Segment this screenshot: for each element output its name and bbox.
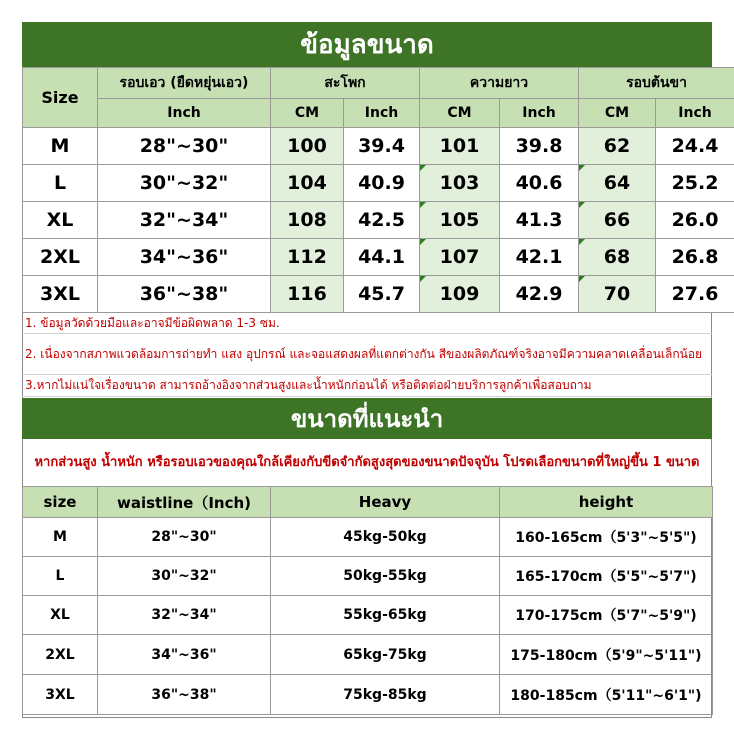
waist-cell: 30"~32" bbox=[98, 165, 271, 202]
table-row bbox=[23, 239, 734, 276]
rec-weight-header: Heavy bbox=[271, 487, 500, 518]
rec-weight-cell: 65kg-75kg bbox=[271, 635, 500, 675]
cell-marker bbox=[579, 276, 585, 282]
waist-cell: 36"~38" bbox=[98, 276, 271, 313]
rec-waist-header: waistline（Inch) bbox=[98, 487, 271, 518]
leg-unit-inch: Inch bbox=[656, 99, 734, 128]
leg-cm-value: 64 bbox=[603, 172, 631, 194]
rec-waist-cell: 28"~30" bbox=[98, 518, 271, 557]
rec-size-cell: M bbox=[23, 518, 98, 557]
size-cell: XL bbox=[23, 202, 98, 239]
hip-unit-inch: Inch bbox=[344, 99, 420, 128]
waist-unit-inch: Inch bbox=[98, 99, 271, 128]
hip-cm-cell: 108 bbox=[271, 202, 344, 239]
note-1: 1. ข้อมูลวัดด้วยมือและอาจมีข้อผิดพลาด 1-3 ซม. bbox=[22, 313, 712, 334]
size-cell: M bbox=[23, 128, 98, 165]
waist-cell: 32"~34" bbox=[98, 202, 271, 239]
hip-inch-cell: 40.9 bbox=[344, 165, 420, 202]
recommend-title: ขนาดที่แนะนำ bbox=[22, 398, 712, 439]
note-3: 3.หากไม่แน่ใจเรื่องขนาด สามารถอ้างอิงจากส่วนสูงและน้ำหนักก่อนได้ หรือติดต่อฝ่ายบริการลูกค้าเพื่อสอบถาม bbox=[22, 375, 712, 397]
rec-size-cell: 2XL bbox=[23, 635, 98, 675]
leg-cm-cell: 62 bbox=[579, 128, 656, 165]
length-cm-cell bbox=[420, 165, 500, 202]
leg-cm-value: 68 bbox=[603, 246, 631, 268]
size-info-title: ข้อมูลขนาด bbox=[22, 22, 712, 67]
hip-header: สะโพก bbox=[271, 68, 420, 99]
length-cm-cell: 101 bbox=[420, 128, 500, 165]
cell-marker bbox=[420, 276, 426, 282]
leg-unit-cm: CM bbox=[579, 99, 656, 128]
leg-inch-cell: 26.8 bbox=[656, 239, 734, 276]
rec-size-cell: 3XL bbox=[23, 675, 98, 715]
cell-marker bbox=[579, 239, 585, 245]
rec-waist-cell: 30"~32" bbox=[98, 557, 271, 596]
rec-height-cell: 170-175cm（5'7"~5'9") bbox=[500, 596, 713, 635]
table-row bbox=[23, 165, 734, 202]
table-row bbox=[23, 128, 734, 165]
leg-inch-cell: 27.6 bbox=[656, 276, 734, 313]
length-cm-cell bbox=[420, 202, 500, 239]
table-row bbox=[23, 276, 734, 313]
table-row bbox=[23, 635, 713, 675]
rec-height-cell: 175-180cm（5'9"~5'11") bbox=[500, 635, 713, 675]
cell-marker bbox=[420, 165, 426, 171]
cell-marker bbox=[420, 202, 426, 208]
leg-inch-cell: 25.2 bbox=[656, 165, 734, 202]
hip-inch-cell: 45.7 bbox=[344, 276, 420, 313]
waist-cell: 28"~30" bbox=[98, 128, 271, 165]
size-info-table bbox=[22, 67, 719, 313]
rec-height-header: height bbox=[500, 487, 713, 518]
hip-unit-cm: CM bbox=[271, 99, 344, 128]
note-2: 2. เนื่องจากสภาพแวดล้อมการถ่ายทำ แสง อุปกรณ์ และจอแสดงผลที่แตกต่างกัน สีของผลิตภัณฑ์จริงอาจมีความคลาดเคลื่อนเล็กน้อย bbox=[22, 334, 712, 375]
rec-waist-cell: 36"~38" bbox=[98, 675, 271, 715]
leg-inch-cell: 24.4 bbox=[656, 128, 734, 165]
table-row bbox=[23, 518, 713, 557]
size-header: Size bbox=[23, 68, 98, 128]
leg-cm-cell bbox=[579, 239, 656, 276]
rec-size-header: size bbox=[23, 487, 98, 518]
rec-weight-cell: 55kg-65kg bbox=[271, 596, 500, 635]
rec-height-cell: 180-185cm（5'11"~6'1") bbox=[500, 675, 713, 715]
waist-header: รอบเอว (ยืดหยุ่นเอว) bbox=[98, 68, 271, 99]
length-inch-cell: 39.8 bbox=[500, 128, 579, 165]
hip-inch-cell: 44.1 bbox=[344, 239, 420, 276]
hip-inch-cell: 39.4 bbox=[344, 128, 420, 165]
recommend-table bbox=[22, 486, 712, 715]
length-cm-cell bbox=[420, 276, 500, 313]
length-cm-value: 109 bbox=[439, 283, 480, 305]
rec-waist-cell: 32"~34" bbox=[98, 596, 271, 635]
waist-cell: 34"~36" bbox=[98, 239, 271, 276]
leg-header: รอบต้นขา bbox=[579, 68, 734, 99]
rec-height-cell: 165-170cm（5'5"~5'7") bbox=[500, 557, 713, 596]
rec-waist-cell: 34"~36" bbox=[98, 635, 271, 675]
hip-cm-cell: 112 bbox=[271, 239, 344, 276]
rec-weight-cell: 45kg-50kg bbox=[271, 518, 500, 557]
length-unit-cm: CM bbox=[420, 99, 500, 128]
length-inch-cell: 42.9 bbox=[500, 276, 579, 313]
hip-cm-cell: 116 bbox=[271, 276, 344, 313]
length-inch-cell: 40.6 bbox=[500, 165, 579, 202]
length-unit-inch: Inch bbox=[500, 99, 579, 128]
cell-marker bbox=[579, 165, 585, 171]
leg-cm-value: 66 bbox=[603, 209, 631, 231]
rec-size-cell: L bbox=[23, 557, 98, 596]
length-cm-cell bbox=[420, 239, 500, 276]
leg-cm-cell bbox=[579, 276, 656, 313]
size-cell: 2XL bbox=[23, 239, 98, 276]
length-cm-value: 105 bbox=[439, 209, 480, 231]
size-cell: L bbox=[23, 165, 98, 202]
length-cm-value: 103 bbox=[439, 172, 480, 194]
length-header: ความยาว bbox=[420, 68, 579, 99]
length-inch-cell: 41.3 bbox=[500, 202, 579, 239]
cell-marker bbox=[420, 239, 426, 245]
hip-inch-cell: 42.5 bbox=[344, 202, 420, 239]
length-cm-value: 107 bbox=[439, 246, 480, 268]
rec-size-cell: XL bbox=[23, 596, 98, 635]
hip-cm-cell: 104 bbox=[271, 165, 344, 202]
size-cell: 3XL bbox=[23, 276, 98, 313]
rec-weight-cell: 75kg-85kg bbox=[271, 675, 500, 715]
table-row bbox=[23, 202, 734, 239]
rec-height-cell: 160-165cm（5'3"~5'5") bbox=[500, 518, 713, 557]
rec-weight-cell: 50kg-55kg bbox=[271, 557, 500, 596]
leg-cm-cell bbox=[579, 165, 656, 202]
table-row bbox=[23, 596, 713, 635]
leg-cm-value: 70 bbox=[603, 283, 631, 305]
table-row bbox=[23, 675, 713, 715]
leg-cm-cell bbox=[579, 202, 656, 239]
table-row bbox=[23, 557, 713, 596]
leg-inch-cell: 26.0 bbox=[656, 202, 734, 239]
recommend-description: หากส่วนสูง น้ำหนัก หรือรอบเอวของคุณใกล้เคียงกับขีดจำกัดสูงสุดของขนาดปัจจุบัน โปรดเลือกขนาดที่ใหญ่ขึ้น 1 ขนาด bbox=[34, 455, 700, 470]
hip-cm-cell: 100 bbox=[271, 128, 344, 165]
cell-marker bbox=[579, 202, 585, 208]
length-inch-cell: 42.1 bbox=[500, 239, 579, 276]
